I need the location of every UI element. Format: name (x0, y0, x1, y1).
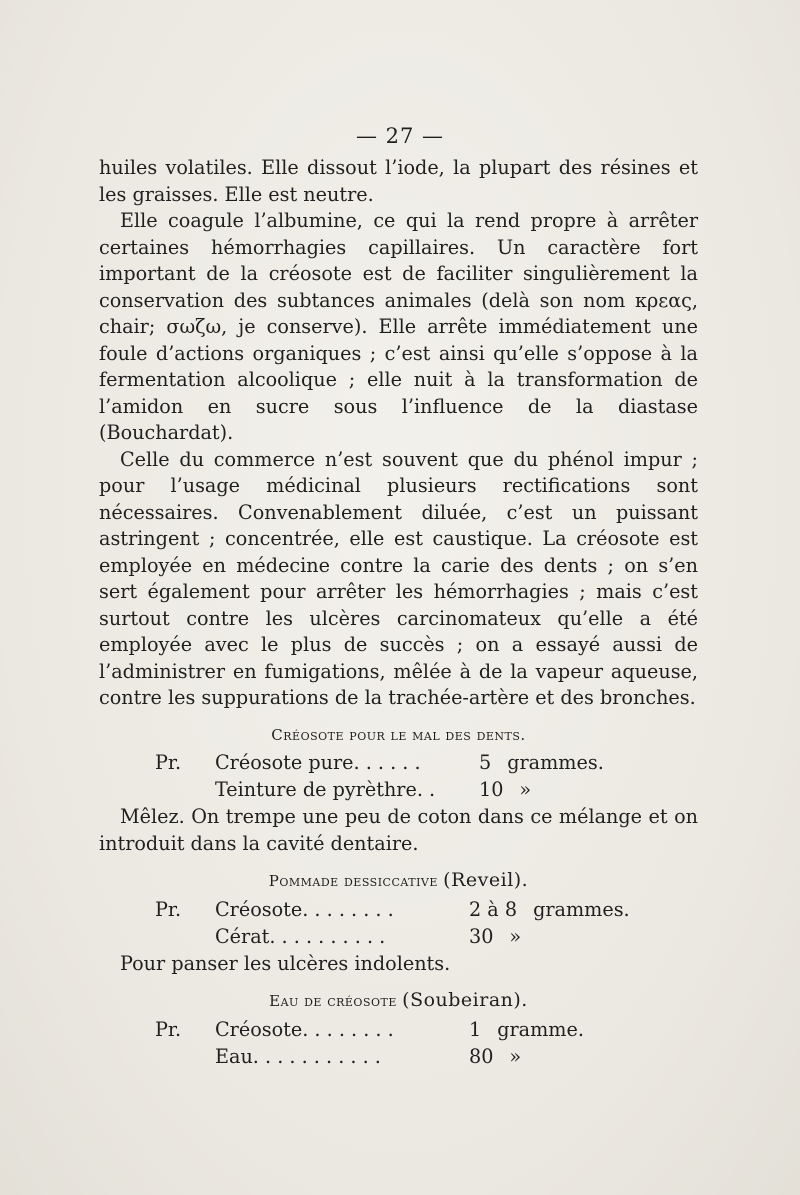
quantity: 80 (469, 1044, 494, 1068)
recipe-row (99, 924, 698, 951)
page-body (99, 155, 698, 1071)
recipe-title-text: Créosote pour le mal des dents. (271, 725, 526, 744)
quantity: 1 (469, 1017, 482, 1041)
prescription-mark: Pr. (155, 897, 182, 921)
ingredient: Créosote. . . . . . . . (215, 897, 394, 921)
quantity: 30 (469, 924, 494, 948)
unit: » (519, 778, 532, 801)
recipe-title (99, 722, 698, 749)
quantity: 2 à 8 (469, 897, 518, 921)
unit: » (509, 1044, 522, 1068)
recipe-row (99, 777, 698, 804)
recipe-author: (Soubeiran). (402, 989, 528, 1011)
unit: grammes. (533, 897, 630, 921)
recipe-row (99, 1017, 698, 1044)
unit: gramme. (497, 1017, 584, 1041)
ingredient: Teinture de pyrèthre. . (215, 778, 436, 801)
prescription-mark: Pr. (155, 751, 182, 774)
ingredient: Créosote. . . . . . . . (215, 1017, 394, 1041)
recipe-title (99, 987, 698, 1015)
paragraph: Celle du commerce n’est souvent que du phénol impur ; pour l’usage médicinal plusieurs rectifications sont nécessaires. Convenablement diluée, c’est un puissant astringent ; concentrée, elle est caustique. La créosote est employée en médecine contre la carie des dents ; on s’en sert également pour arrêter les hémorrhagies ; mais c’est surtout contre les ulcères carcinomateux qu’elle a été employée avec le plus de succès ; on a essayé aussi de l’administrer en fumigations, mêlée à de la vapeur aqueuse, contre les suppurations de la trachée-artère et des bronches. (99, 447, 698, 709)
paragraph: Elle coagule l’albumine, ce qui la rend propre à arrêter certaines hémorrhagies capillaires. Un caractère fort important de la créosote est de faciliter singulièrement la conservation des subtances animales (delà son nom κρεας, chair; σωζω, je conserve). Elle arrête immédiatement une foule d’actions organiques ; c’est ainsi qu’elle s’oppose à la fermentation alcoolique ; elle nuit à la transformation de l’amidon en sucre sous l’influence de la diastase (Bouchardat). (99, 209, 698, 444)
quantity: 5 (479, 751, 492, 774)
recipe-title-text: Pommade dessiccative (268, 872, 438, 890)
unit: » (509, 924, 522, 948)
recipe-instructions: Mêlez. On trempe une peu de coton dans ce mélange et on introduit dans la cavité dentaire. (99, 805, 698, 855)
recipe-title (99, 867, 698, 895)
ingredient: Eau. . . . . . . . . . . (215, 1044, 381, 1068)
paragraph: huiles volatiles. Elle dissout l’iode, la plupart des résines et les graisses. Elle est neutre. (99, 156, 698, 206)
recipe-author: (Reveil). (443, 869, 529, 891)
recipe-instructions: Pour panser les ulcères indolents. (120, 951, 451, 975)
recipe-row (99, 1044, 698, 1071)
quantity: 10 (479, 778, 504, 801)
ingredient: Cérat. . . . . . . . . . (215, 924, 386, 948)
page-number: — 27 — (355, 124, 445, 148)
recipe-row (99, 897, 698, 924)
ingredient: Créosote pure. . . . . . (215, 751, 421, 774)
recipe-title-text: Eau de créosote (269, 992, 397, 1010)
recipe-row (99, 750, 698, 777)
prescription-mark: Pr. (155, 1017, 182, 1041)
unit: grammes. (507, 751, 604, 774)
